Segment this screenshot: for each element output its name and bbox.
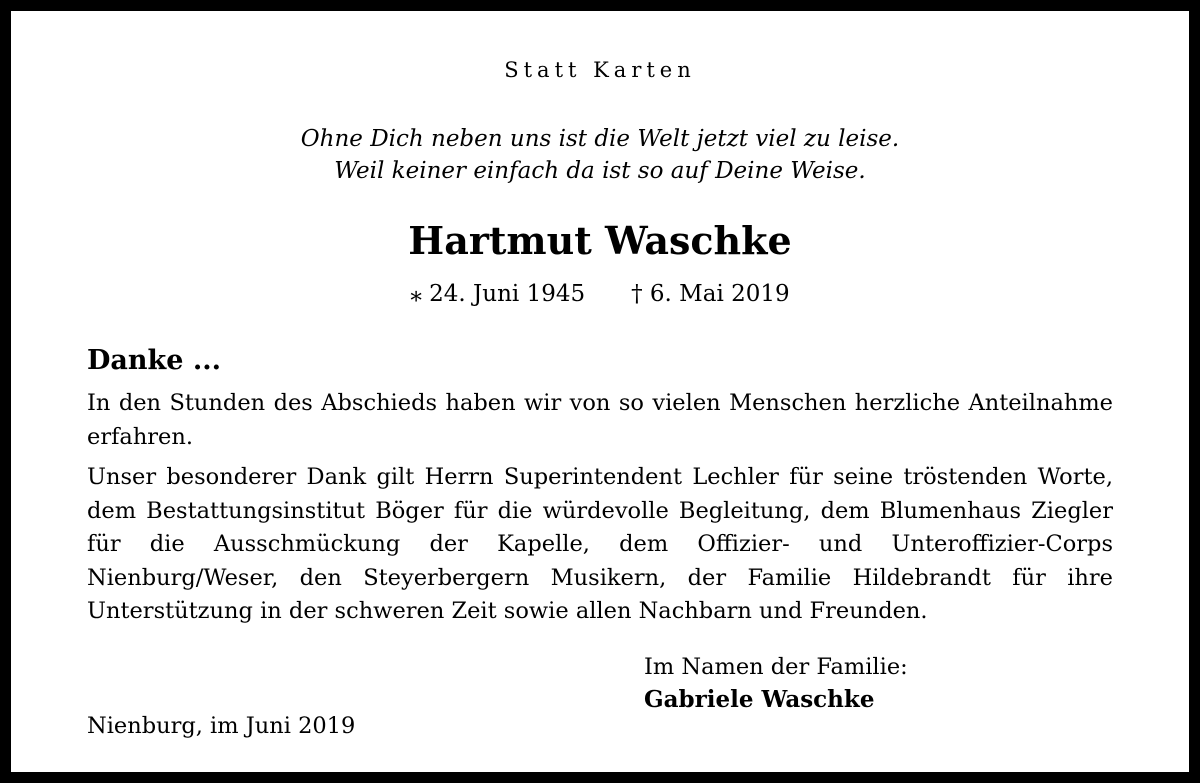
thanks-paragraph-1: In den Stunden des Abschieds haben wir von so vielen Menschen herzliche Anteilnahme erfahren. <box>87 390 1113 450</box>
deceased-name: Hartmut Waschke <box>408 218 792 263</box>
motto-line-2: Weil keiner einfach da ist so auf Deine Weise. <box>334 158 866 184</box>
place-date: Nienburg, im Juni 2019 <box>87 713 356 739</box>
family-label: Im Namen der Familie: <box>644 654 908 680</box>
notice-heading: Statt Karten <box>504 58 696 82</box>
birth-date: ⁎ 24. Juni 1945 <box>410 281 586 307</box>
motto-line-1: Ohne Dich neben uns ist die Welt jetzt viel zu leise. <box>300 126 900 152</box>
motto-verse <box>11 123 1189 187</box>
signer-name: Gabriele Waschke <box>644 686 875 713</box>
thanks-paragraph-2: Unser besonderer Dank gilt Herrn Superintendent Lechler für seine tröstenden Worte, dem Bestattungsinstitut Böger für die würdevolle Begleitung, dem Blumenhaus Ziegler für die Ausschmückung der Kapelle, dem Offizier- und Unteroffizier-Corps Nienburg/Weser, den Steyerbergern Musikern, der Familie Hildebrandt für ihre Unterstützung in der schweren Zeit sowie allen Nachbarn und Freunden. <box>87 464 1113 624</box>
thanks-title: Danke ... <box>87 345 222 376</box>
life-dates <box>11 277 1189 311</box>
death-date: † 6. Mai 2019 <box>631 281 790 307</box>
